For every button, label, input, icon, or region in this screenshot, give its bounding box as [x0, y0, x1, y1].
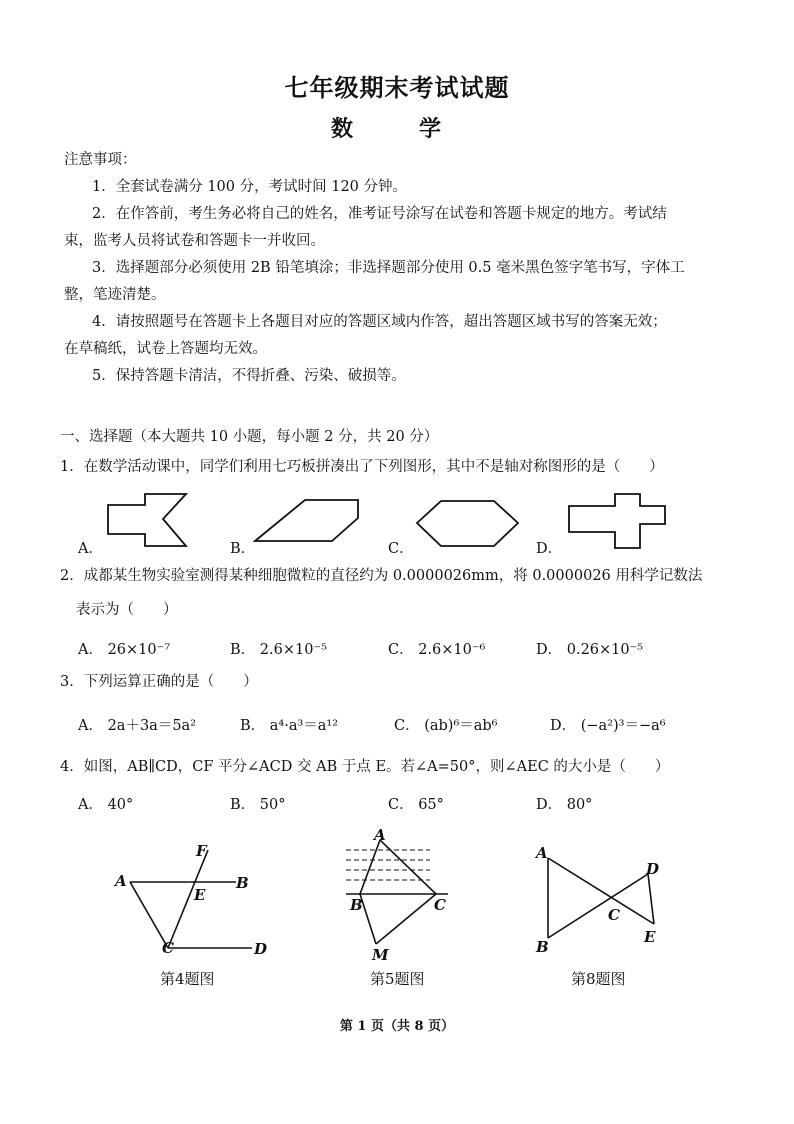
- option-a-shape: [108, 494, 186, 546]
- option-a-label: A．: [78, 541, 103, 557]
- question-1-stem: 1．在数学活动课中，同学们利用七巧板拼凑出了下列图形，其中不是轴对称图形的是（ ）: [60, 459, 664, 475]
- figure-5-diagram: [346, 826, 448, 964]
- notice-item: 2．在作答前，考生务必将自己的姓名，准考证号涂写在试卷和答题卡规定的地方。考试结: [92, 206, 667, 222]
- q4-option-b: B． 50°: [230, 797, 286, 813]
- fig4-label-b: B: [236, 874, 249, 892]
- fig8-label-d: D: [646, 860, 660, 878]
- exam-title: 七年级期末考试试题: [284, 73, 510, 102]
- question-4-stem: 4．如图，AB∥CD，CF 平分∠ACD 交 AB 于点 E。若∠A=50°，则∠AEC 的大小是（ ）: [60, 759, 670, 775]
- section-heading: 一、选择题（本大题共 10 小题，每小题 2 分，共 20 分）: [60, 429, 439, 445]
- q4-option-c: C． 65°: [388, 797, 444, 813]
- notice-item: 4．请按照题号在答题卡上各题目对应的答题区域内作答，超出答题区域书写的答案无效；: [92, 314, 667, 330]
- figure-4-diagram: [113, 842, 267, 958]
- q4-option-d: D． 80°: [536, 797, 593, 813]
- fig5-label-m: M: [372, 946, 389, 964]
- notice-item: 在草稿纸，试卷上答题均无效。: [64, 341, 267, 357]
- fig8-label-e: E: [644, 928, 656, 946]
- fig5-label-c: C: [434, 896, 446, 914]
- geometry-figures: [0, 820, 794, 970]
- notice-item: 5．保持答题卡清洁，不得折叠、污染、破损等。: [92, 368, 406, 384]
- q4-option-a: A． 40°: [78, 797, 134, 813]
- fig4-label-f: F: [196, 842, 207, 860]
- q3-option-d: D． (−a²)³＝−a⁶: [550, 718, 666, 734]
- fig4-label-a: A: [115, 872, 127, 890]
- figure-8-caption: 第8题图: [571, 970, 626, 988]
- option-c-shape: [417, 501, 518, 546]
- fig4-label-e: E: [194, 886, 206, 904]
- fig5-label-b: B: [350, 896, 363, 914]
- option-c-label: C．: [388, 541, 414, 557]
- q3-option-a: A． 2a＋3a＝5a²: [78, 718, 197, 734]
- figure-8-diagram: [534, 844, 659, 956]
- question-2-stem: 2．成都某生物实验室测得某种细胞微粒的直径约为 0.0000026mm，将 0.0000026 用科学记数法: [60, 568, 703, 584]
- q3-option-c: C． (ab)⁶＝ab⁶: [394, 718, 498, 734]
- option-b-shape: [255, 500, 358, 541]
- notice-item: 3．选择题部分必须使用 2B 铅笔填涂；非选择题部分使用 0.5 毫米黑色签字笔书写，字体工: [92, 260, 685, 276]
- q2-option-a: A． 26×10⁻⁷: [78, 642, 171, 658]
- q2-option-b: B． 2.6×10⁻⁵: [230, 642, 327, 658]
- notice-item: 整，笔迹清楚。: [64, 287, 166, 303]
- page-number: 第 1 页（共 8 页）: [339, 1019, 455, 1034]
- fig5-label-a: A: [374, 826, 386, 844]
- fig4-label-d: D: [254, 940, 268, 958]
- figure-5-caption: 第5题图: [370, 970, 425, 988]
- fig4-label-c: C: [162, 939, 174, 957]
- question-3-stem: 3．下列运算正确的是（ ）: [60, 674, 258, 690]
- subject-title: 数 学: [330, 116, 463, 142]
- question-2-stem-cont: 表示为（ ）: [76, 602, 178, 618]
- fig8-label-b: B: [536, 938, 549, 956]
- fig8-label-a: A: [536, 844, 548, 862]
- notice-item: 束，监考人员将试卷和答题卡一并收回。: [64, 233, 325, 249]
- q2-option-c: C． 2.6×10⁻⁶: [388, 642, 486, 658]
- notice-item: 1．全套试卷满分 100 分，考试时间 120 分钟。: [92, 179, 408, 195]
- option-d-shape: [569, 494, 665, 548]
- figure-4-caption: 第4题图: [160, 970, 215, 988]
- notice-heading: 注意事项：: [64, 152, 137, 168]
- q3-option-b: B． a⁴·a³＝a¹²: [240, 718, 339, 734]
- q2-option-d: D． 0.26×10⁻⁵: [536, 642, 644, 658]
- option-d-label: D．: [536, 541, 563, 557]
- fig8-label-c: C: [608, 906, 620, 924]
- option-b-label: B．: [230, 541, 256, 557]
